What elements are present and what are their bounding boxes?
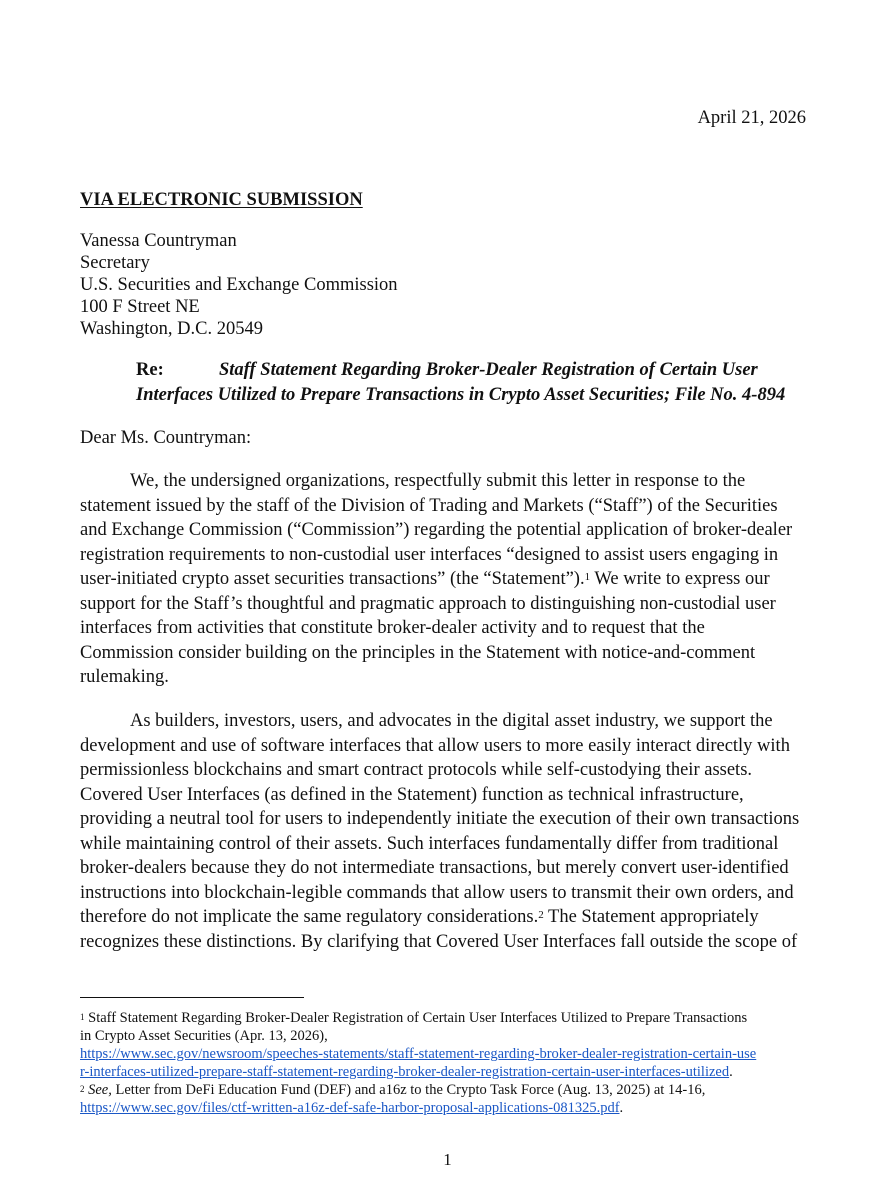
- footnote-1-line: [80, 1063, 756, 1081]
- paragraph-line: As builders, investors, users, and advocates in the digital asset industry, we support the: [130, 711, 773, 731]
- paragraph-line: [80, 905, 820, 930]
- paragraph-line: support for the Staff’s thoughtful and pragmatic approach to distinguishing non-custodial user: [80, 593, 776, 614]
- paragraph-line: Commission consider building on the principles in the Statement with notice-and-comment: [80, 642, 756, 663]
- paragraph-line: [80, 567, 820, 592]
- re-subject-line-2: Interfaces Utilized to Prepare Transactions in Crypto Asset Securities; File No. 4-894: [136, 385, 786, 405]
- re-subject-line-1: Staff Statement Regarding Broker-Dealer Registration of Certain User: [219, 360, 758, 380]
- footnote-separator: [80, 997, 304, 998]
- paragraph-line-text: user-initiated crypto asset securities transactions” (the “Statement”).: [80, 569, 585, 589]
- footnote-1-line: in Crypto Asset Securities (Apr. 13, 2026),: [80, 1028, 328, 1044]
- page-number: 1: [443, 1150, 452, 1169]
- paragraph-line: statement issued by the staff of the Division of Trading and Markets (“Staff”) of the Securities: [80, 495, 778, 516]
- paragraph-line: while maintaining control of their assets. Such interfaces fundamentally differ from traditional: [80, 833, 779, 854]
- paragraph-line: interfaces from activities that constitute broker-dealer activity and to request that the: [80, 618, 705, 638]
- recipient-street: 100 F Street NE: [80, 297, 200, 317]
- footnotes-section: [80, 1009, 756, 1117]
- paragraph-line: providing a neutral tool for users to independently initiate the execution of their own transactions: [80, 809, 800, 829]
- paragraph-line: We, the undersigned organizations, respectfully submit this letter in response to the: [130, 471, 746, 491]
- paragraph-line-text: The Statement appropriately: [543, 907, 759, 927]
- recipient-title: Secretary: [80, 253, 150, 273]
- footnote-1-link-continued[interactable]: r-interfaces-utilized-prepare-staff-statement-regarding-broker-dealer-registration-certain-user-interfaces-utilized: [80, 1064, 730, 1080]
- recipient-organization: U.S. Securities and Exchange Commission: [80, 275, 398, 295]
- footnote-1-line: [80, 1045, 756, 1063]
- paragraph-line: permissionless blockchains and smart contract protocols while self-custodying their assets.: [80, 760, 753, 780]
- paragraph-line-text: We write to express our: [590, 569, 770, 589]
- paragraph-line: Covered User Interfaces (as defined in the Statement) function as technical infrastructure,: [80, 784, 744, 805]
- footnote-2-period: .: [619, 1100, 624, 1116]
- re-subject: [136, 358, 836, 408]
- footnote-2-see: See,: [88, 1082, 112, 1098]
- paragraph-line: development and use of software interfaces that allow users to more easily interact directly with: [80, 735, 790, 756]
- footnote-2-number: 2: [80, 1084, 85, 1094]
- footnote-ref-1[interactable]: 1: [584, 571, 591, 583]
- paragraph-line: rulemaking.: [80, 667, 169, 687]
- recipient-city: Washington, D.C. 20549: [80, 319, 263, 339]
- footnote-ref-2[interactable]: 2: [538, 909, 544, 921]
- footnote-1-period: .: [729, 1064, 733, 1080]
- salutation: Dear Ms. Countryman:: [80, 428, 252, 448]
- re-label: Re:: [136, 360, 164, 380]
- footnote-1-link[interactable]: https://www.sec.gov/newsroom/speeches-statements/staff-statement-regarding-broker-dealer-registration-certain-use: [80, 1046, 757, 1062]
- body-paragraph-2: [80, 709, 820, 954]
- letter-date: April 21, 2026: [697, 108, 806, 128]
- paragraph-line: instructions into blockchain-legible commands that allow users to transmit their own orders, and: [80, 882, 794, 903]
- footnote-2-link[interactable]: https://www.sec.gov/files/ctf-written-a16z-def-safe-harbor-proposal-applications-081325.pdf: [80, 1100, 620, 1116]
- footnote-2-line: [80, 1099, 756, 1117]
- re-subject-block: [136, 358, 836, 408]
- footnote-2-line: [80, 1081, 756, 1099]
- footnote-1-number: 1: [80, 1012, 85, 1022]
- footnote-1-line: [80, 1009, 756, 1027]
- body-paragraph-1: [80, 469, 820, 690]
- recipient-name: Vanessa Countryman: [80, 231, 237, 251]
- footnote-2-text: Letter from DeFi Education Fund (DEF) and a16z to the Crypto Task Force (Aug. 13, 2025) at 14-16,: [111, 1082, 706, 1098]
- recipient-address-block: [80, 230, 398, 340]
- submission-method-heading: VIA ELECTRONIC SUBMISSION: [80, 190, 363, 210]
- footnote-1-text: Staff Statement Regarding Broker-Dealer Registration of Certain User Interfaces Utilized to Prepare Transactions: [88, 1010, 748, 1026]
- paragraph-line: broker-dealers because they do not intermediate transactions, but merely convert user-identified: [80, 858, 789, 878]
- paragraph-line: recognizes these distinctions. By clarifying that Covered User Interfaces fall outside the scope of: [80, 931, 798, 952]
- paragraph-line-text: therefore do not implicate the same regulatory considerations.: [80, 907, 539, 927]
- paragraph-line: registration requirements to non-custodial user interfaces “designed to assist users engaging in: [80, 544, 779, 565]
- paragraph-line: and Exchange Commission (“Commission”) regarding the potential application of broker-dealer: [80, 520, 793, 540]
